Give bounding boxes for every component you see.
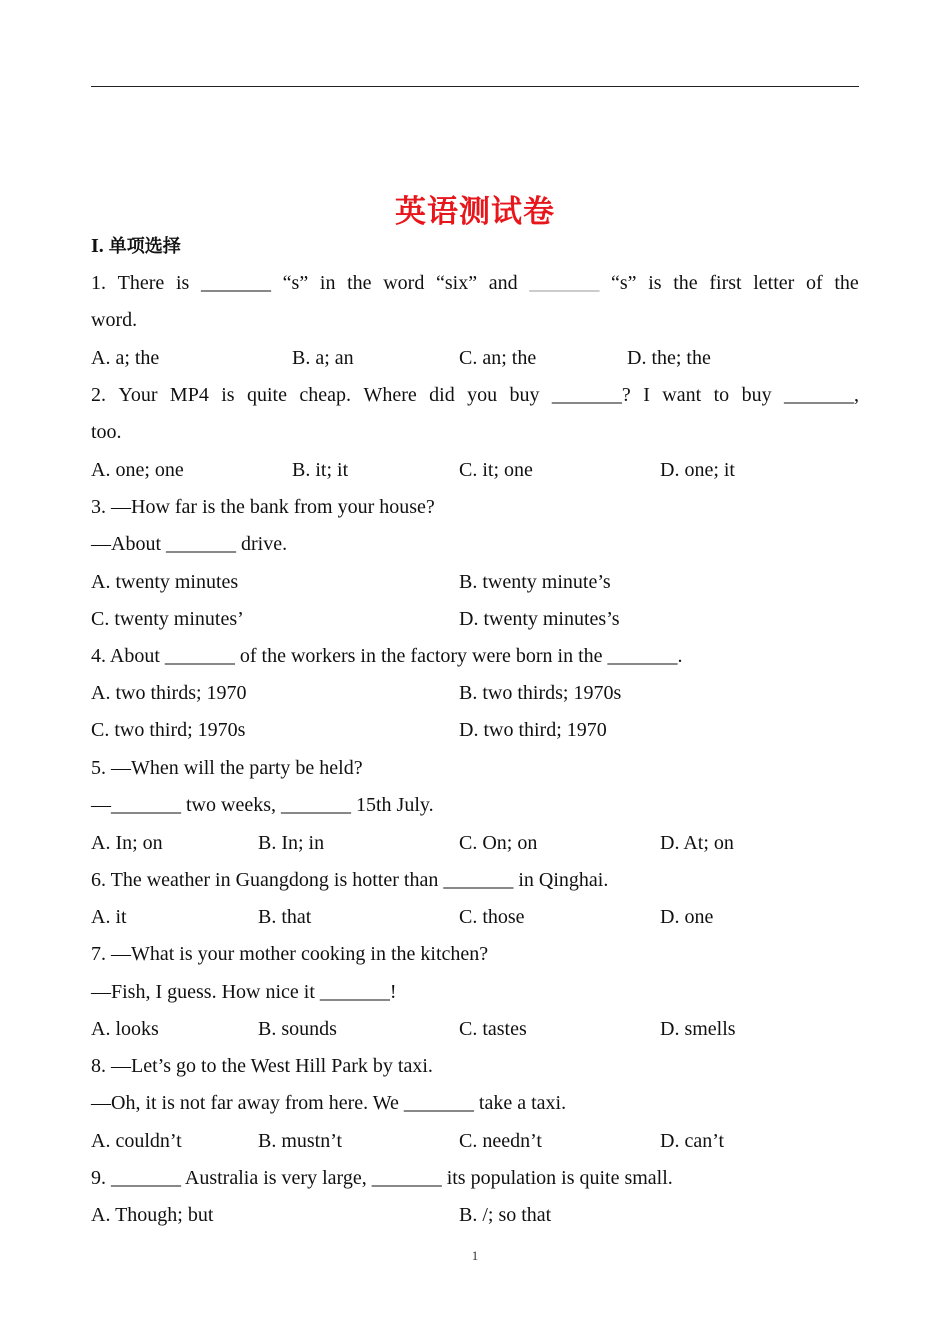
option-b: B. In; in bbox=[258, 832, 325, 854]
word: I bbox=[643, 384, 650, 406]
question-2-line bbox=[91, 382, 859, 408]
answer-blank: _______ bbox=[529, 272, 600, 294]
word: first bbox=[709, 272, 742, 294]
word: the bbox=[673, 272, 698, 294]
option-d: D. one; it bbox=[660, 459, 735, 481]
option-c: C. On; on bbox=[459, 832, 538, 854]
word: letter bbox=[753, 272, 795, 294]
page-title: 英语测试卷 bbox=[395, 194, 555, 230]
question-3-reply: —About _______ drive. bbox=[91, 533, 288, 555]
word: “s” bbox=[611, 272, 637, 294]
word: quite bbox=[246, 384, 287, 406]
option-b: B. it; it bbox=[292, 459, 349, 481]
word: 2. bbox=[91, 384, 106, 406]
answer-blank: _______ bbox=[201, 272, 271, 294]
word: of bbox=[806, 272, 823, 294]
word: Where bbox=[363, 384, 417, 406]
question-3-line: 3. —How far is the bank from your house? bbox=[91, 496, 435, 518]
header-rule bbox=[91, 86, 859, 87]
section-heading bbox=[91, 232, 181, 258]
word: 1. bbox=[91, 272, 106, 294]
word: did bbox=[429, 384, 455, 406]
option-d: D. one bbox=[660, 906, 714, 928]
option-d: D. the; the bbox=[627, 347, 711, 369]
word: the bbox=[834, 272, 859, 294]
word: to bbox=[713, 384, 730, 406]
word: in bbox=[319, 272, 336, 294]
word: the bbox=[347, 272, 372, 294]
word: buy bbox=[741, 384, 772, 406]
answer-blank: _______? bbox=[551, 384, 631, 406]
option-c: C. those bbox=[459, 906, 525, 928]
question-9-line: 9. _______ Australia is very large, _______ its population is quite small. bbox=[91, 1167, 673, 1189]
option-a: A. twenty minutes bbox=[91, 571, 239, 593]
section-label: 单项选择 bbox=[108, 236, 181, 257]
option-c: C. needn’t bbox=[459, 1130, 542, 1152]
option-a: A. looks bbox=[91, 1018, 159, 1040]
question-8-line: 8. —Let’s go to the West Hill Park by taxi. bbox=[91, 1055, 433, 1077]
question-7-line: 7. —What is your mother cooking in the kitchen? bbox=[91, 943, 489, 965]
option-b: B. twenty minute’s bbox=[459, 571, 611, 593]
question-6-line: 6. The weather in Guangdong is hotter than _______ in Qinghai. bbox=[91, 869, 609, 891]
answer-blank: _______, bbox=[783, 384, 859, 406]
option-a: A. it bbox=[91, 906, 127, 928]
option-c: C. it; one bbox=[459, 459, 533, 481]
option-a: A. In; on bbox=[91, 832, 163, 854]
option-a: A. Though; but bbox=[91, 1204, 214, 1226]
word: is bbox=[175, 272, 190, 294]
question-7-reply: —Fish, I guess. How nice it _______! bbox=[91, 981, 397, 1003]
word: and bbox=[488, 272, 518, 294]
option-a: A. a; the bbox=[91, 347, 160, 369]
option-b: B. mustn’t bbox=[258, 1130, 343, 1152]
word: “s” bbox=[282, 272, 309, 294]
option-b: B. a; an bbox=[292, 347, 354, 369]
word: you bbox=[467, 384, 498, 406]
page-number: 1 bbox=[471, 1248, 479, 1263]
option-b: B. two thirds; 1970s bbox=[459, 682, 622, 704]
option-b: B. sounds bbox=[258, 1018, 337, 1040]
question-2-continuation: too. bbox=[91, 421, 122, 443]
question-4-line: 4. About _______ of the workers in the factory were born in the _______. bbox=[91, 645, 683, 667]
word: is bbox=[221, 384, 235, 406]
word: want bbox=[662, 384, 702, 406]
option-d: D. smells bbox=[660, 1018, 736, 1040]
question-5-reply: —_______ two weeks, _______ 15th July. bbox=[91, 794, 434, 816]
word: There bbox=[117, 272, 165, 294]
question-1-line bbox=[91, 270, 859, 296]
option-d: D. two third; 1970 bbox=[459, 719, 607, 741]
option-b: B. /; so that bbox=[459, 1204, 552, 1226]
word: “six” bbox=[436, 272, 478, 294]
word: MP4 bbox=[169, 384, 209, 406]
option-d: D. At; on bbox=[660, 832, 734, 854]
question-5-line: 5. —When will the party be held? bbox=[91, 757, 363, 779]
word: Your bbox=[118, 384, 158, 406]
option-c: C. tastes bbox=[459, 1018, 527, 1040]
option-d: D. can’t bbox=[660, 1130, 725, 1152]
word: cheap. bbox=[299, 384, 352, 406]
option-a: A. two thirds; 1970 bbox=[91, 682, 247, 704]
option-c: C. twenty minutes’ bbox=[91, 608, 244, 630]
option-c: C. two third; 1970s bbox=[91, 719, 246, 741]
option-a: A. one; one bbox=[91, 459, 184, 481]
word: is bbox=[648, 272, 662, 294]
option-b: B. that bbox=[258, 906, 312, 928]
option-a: A. couldn’t bbox=[91, 1130, 182, 1152]
option-c: C. an; the bbox=[459, 347, 537, 369]
question-1-continuation: word. bbox=[91, 309, 138, 331]
option-d: D. twenty minutes’s bbox=[459, 608, 620, 630]
word: word bbox=[383, 272, 425, 294]
word: buy bbox=[509, 384, 540, 406]
section-number: I. bbox=[91, 235, 104, 257]
question-8-reply: —Oh, it is not far away from here. We _______ take a taxi. bbox=[91, 1092, 567, 1114]
